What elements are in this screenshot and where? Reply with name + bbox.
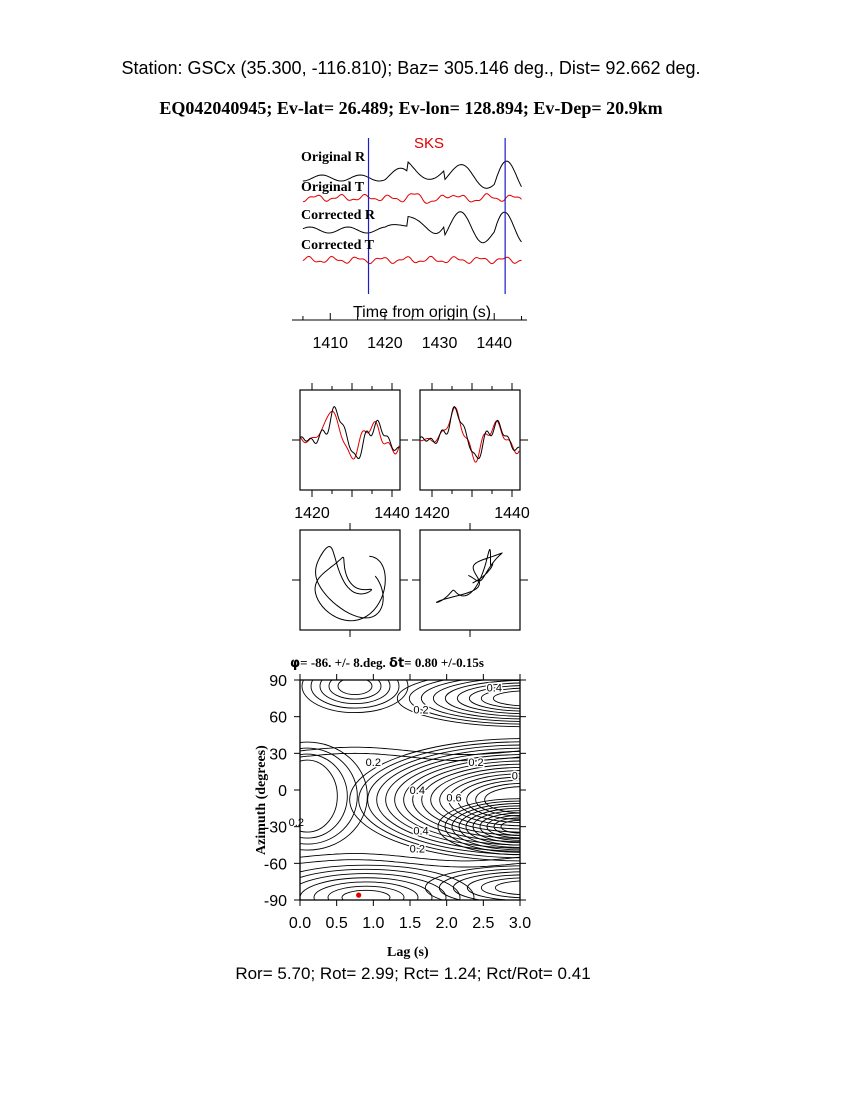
phi-symbol: φ: [290, 656, 301, 671]
particle-motion-original: [315, 547, 385, 621]
contour-line: [300, 878, 432, 918]
event-info: EQ042040945; Ev-lat= 26.489; Ev-lon= 128.894; Ev-Dep= 20.9km: [159, 98, 663, 118]
grid-x-tick-label: 1.0: [362, 915, 385, 932]
contour-line: [365, 745, 680, 855]
grid-x-tick-label: 2.0: [435, 915, 458, 932]
contour-line: [311, 664, 399, 708]
overlay-trace-black: [420, 407, 519, 459]
contour-line: [445, 680, 609, 716]
grid-x-tick-label: 0.0: [288, 915, 312, 932]
grid-y-tick-label: 60: [269, 709, 287, 727]
contour-label: 0.2: [409, 843, 425, 856]
overlay-tick-label: 1440: [374, 505, 410, 522]
contour-line: [433, 678, 621, 719]
contour-line: [300, 753, 520, 760]
contour-label: 0.4: [486, 682, 502, 695]
particle-frame-corrected: [420, 530, 520, 630]
grid-y-label: Azimuth (degrees): [254, 745, 269, 855]
grid-y-tick-label: 30: [269, 746, 287, 764]
grid-title: [290, 655, 484, 671]
contour-line: [342, 890, 390, 904]
contour-line: [449, 774, 599, 826]
trace-label-corrected-t: Corrected T: [301, 238, 374, 253]
time-tick-label: 1430: [421, 335, 458, 352]
contour-line: [457, 683, 597, 714]
station-info: Station: GSCx (35.300, -116.810); Baz= 305.146 deg., Dist= 92.662 deg.: [121, 58, 701, 78]
overlay-frame-original: [300, 390, 400, 490]
contour-line: [320, 669, 390, 704]
time-tick-label: 1420: [367, 335, 403, 352]
contour-line: [440, 771, 608, 829]
grid-x-label: Lag (s): [387, 945, 429, 960]
contour-line: [467, 780, 581, 819]
contour-line: [328, 886, 404, 909]
trace-original-t: [303, 194, 522, 204]
seismogram-panel: [292, 135, 527, 352]
contour-line: [359, 742, 689, 858]
contour-label: 0.: [511, 770, 521, 783]
grid-x-tick-label: 2.5: [472, 915, 495, 932]
delta-t-symbol: δt: [389, 656, 405, 671]
trace-label-corrected-r: Corrected R: [301, 208, 375, 223]
energy-ratios: Ror= 5.70; Rot= 2.99; Rct= 1.24; Rct/Rot= 0.41: [235, 964, 591, 983]
waveform-overlay-panel: [292, 383, 530, 522]
contour-line: [395, 755, 653, 845]
grid-x-tick-label: 1.5: [398, 915, 422, 932]
contour-line: [493, 691, 561, 706]
grid-x-tick-label: 0.5: [325, 915, 348, 932]
energy-grid-panel: [247, 655, 697, 960]
best-fit-marker: [356, 893, 361, 898]
contour-line: [300, 860, 520, 867]
particle-motion-panel: [292, 523, 528, 637]
contour-line: [467, 875, 587, 901]
contour-label: 0.2: [413, 704, 429, 717]
time-tick-label: 1410: [312, 335, 349, 352]
contour-line: [397, 670, 657, 727]
contour-label: 0.2: [288, 816, 304, 829]
contour-label: 0.2: [468, 756, 484, 769]
delta-t-value: = 0.80 +/-0.15s: [404, 655, 484, 670]
time-tick-label: 1440: [476, 335, 513, 352]
trace-label-original-t: Original T: [301, 180, 365, 195]
contour-line: [314, 882, 418, 913]
particle-motion-corrected: [437, 550, 502, 603]
grid-y-tick-label: -60: [263, 856, 287, 874]
contour-line: [495, 881, 559, 895]
grid-y-tick-label: 90: [269, 673, 287, 690]
trace-corrected-t: [303, 256, 522, 263]
grid-y-tick-label: 0: [278, 783, 287, 800]
contour-label: 0.4: [409, 785, 425, 797]
grid-y-tick-label: -90: [263, 893, 287, 910]
contour-line: [421, 675, 633, 721]
overlay-tick-label: 1440: [494, 505, 530, 522]
contour-label: 0.4: [413, 825, 429, 838]
contour-line: [439, 869, 615, 907]
contour-label: 0.2: [365, 756, 381, 769]
phase-label: SKS: [414, 135, 445, 152]
contour-label: 0.6: [446, 792, 462, 805]
contour-line: [350, 739, 698, 861]
contour-line: [425, 866, 629, 910]
overlay-tick-label: 1420: [414, 505, 450, 522]
grid-x-tick-label: 3.0: [508, 915, 532, 932]
overlay-trace-red: [300, 411, 399, 459]
phi-value: = -86. +/- 8.deg.: [300, 655, 390, 670]
trace-label-original-r: Original R: [301, 150, 366, 165]
time-axis-label: Time from origin (s): [353, 304, 492, 321]
overlay-trace-black: [300, 407, 399, 459]
grid-y-tick-label: -30: [263, 819, 287, 837]
overlay-trace-red: [420, 407, 519, 462]
overlay-tick-label: 1420: [294, 505, 330, 522]
contour-line: [453, 872, 601, 904]
